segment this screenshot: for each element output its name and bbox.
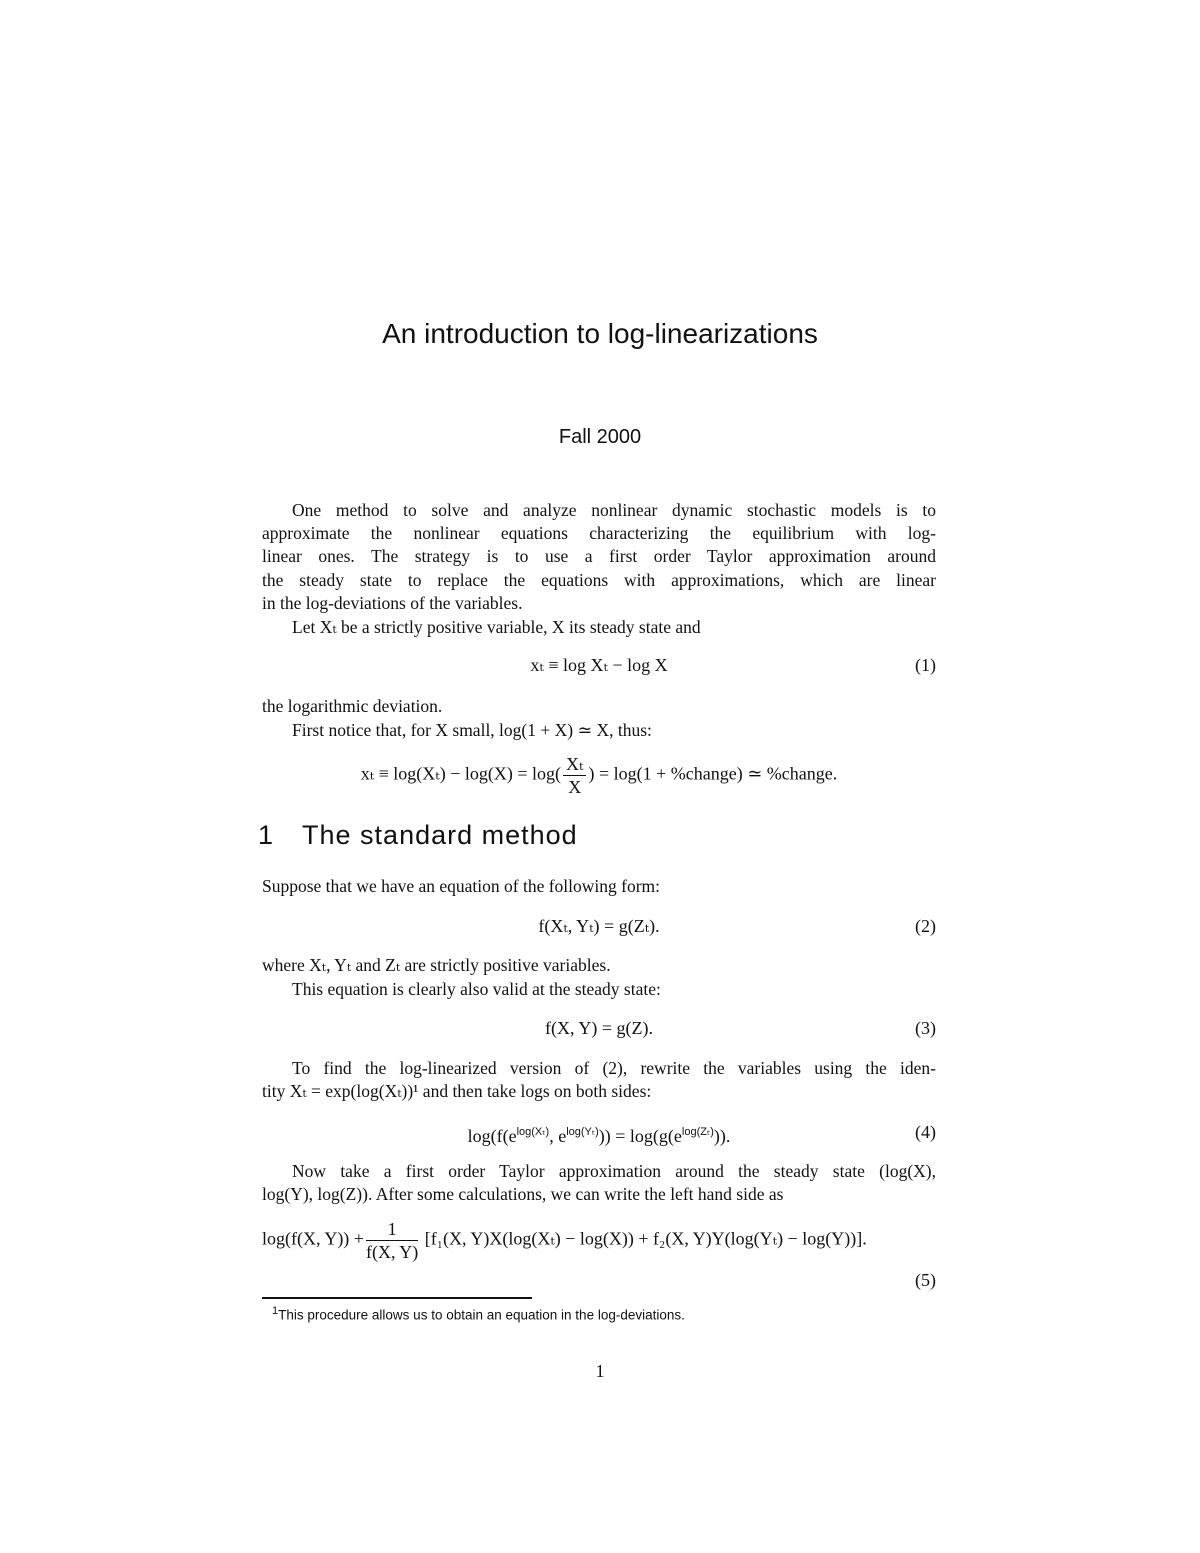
denominator: X bbox=[568, 777, 582, 797]
equation-percent-change bbox=[262, 753, 936, 798]
text-line: the logarithmic deviation. bbox=[262, 696, 443, 716]
intro-line: the steady state to replace the equations with approximations, which are linear bbox=[262, 570, 936, 590]
fraction bbox=[563, 753, 586, 798]
eq-sup: log(Zₜ) bbox=[681, 1126, 714, 1138]
equation-5 bbox=[262, 1218, 867, 1263]
paper-title: An introduction to log-linearizations bbox=[382, 318, 818, 349]
text-line: First notice that, for X small, log(1 + X) ≃ X, thus: bbox=[292, 720, 652, 740]
equation-1: xₜ ≡ log Xₜ − log X bbox=[530, 655, 668, 675]
eq-part: , e bbox=[549, 1126, 567, 1146]
text-line: tity Xₜ = exp(log(Xₜ))¹ and then take logs on both sides: bbox=[262, 1081, 652, 1101]
intro-line: approximate the nonlinear equations characterizing the equilibrium with log- bbox=[262, 523, 936, 543]
equation-number: (3) bbox=[915, 1018, 936, 1038]
text-line: Now take a first order Taylor approximation around the steady state (log(X), bbox=[292, 1161, 936, 1181]
eq-part: )) = log(g(e bbox=[598, 1126, 682, 1146]
text-line: Suppose that we have an equation of the following form: bbox=[262, 876, 661, 896]
eq-part: log(f(e bbox=[467, 1126, 517, 1146]
text-line: where Xₜ, Yₜ and Zₜ are strictly positive variables. bbox=[262, 955, 611, 975]
fraction bbox=[366, 1218, 418, 1263]
section-title: The standard method bbox=[302, 820, 578, 850]
equation-2: f(Xₜ, Yₜ) = g(Zₜ). bbox=[538, 916, 660, 936]
numerator: Xₜ bbox=[563, 753, 586, 776]
intro-line: One method to solve and analyze nonlinear dynamic stochastic models is to bbox=[292, 500, 936, 520]
equation-number: (4) bbox=[915, 1122, 936, 1142]
equation-number: (1) bbox=[915, 655, 936, 675]
intro-line: in the log-deviations of the variables. bbox=[262, 593, 523, 613]
eq-part: xₜ ≡ log(Xₜ) − log(X) = log( bbox=[360, 763, 562, 784]
text-line: To find the log-linearized version of (2), rewrite the variables using the iden- bbox=[292, 1058, 936, 1078]
let-line: Let Xₜ be a strictly positive variable, X its steady state and bbox=[292, 617, 701, 637]
footnote-text: This procedure allows us to obtain an equation in the log-deviations. bbox=[278, 1307, 685, 1323]
text-line: log(Y), log(Z)). After some calculations, we can write the left hand side as bbox=[262, 1184, 784, 1204]
eq-part: )). bbox=[713, 1126, 731, 1146]
section-number: 1 bbox=[258, 820, 275, 850]
equation-number: (5) bbox=[915, 1270, 936, 1290]
eq-part: log(f(X, Y)) + bbox=[262, 1228, 364, 1249]
paper-date: Fall 2000 bbox=[558, 426, 642, 448]
equation-3: f(X, Y) = g(Z). bbox=[545, 1018, 653, 1038]
equation-4 bbox=[262, 1120, 936, 1148]
footnote bbox=[272, 1305, 685, 1323]
denominator: f(X, Y) bbox=[365, 1242, 419, 1262]
eq-part: [f₁(X, Y)X(log(Xₜ) − log(X)) + f₂(X, Y)Y(log(Yₜ) − log(Y))]. bbox=[424, 1228, 867, 1249]
footnote-rule bbox=[262, 1297, 532, 1299]
eq-sup: log(Xₜ) bbox=[516, 1126, 550, 1138]
section-heading bbox=[258, 820, 578, 851]
intro-line: linear ones. The strategy is to use a first order Taylor approximation around bbox=[262, 546, 936, 566]
eq-sup: log(Yₜ) bbox=[566, 1126, 599, 1138]
page-number: 1 bbox=[595, 1361, 605, 1381]
eq-part: ) = log(1 + %change) ≃ %change. bbox=[588, 763, 838, 784]
numerator: 1 bbox=[366, 1218, 418, 1241]
text-line: This equation is clearly also valid at the steady state: bbox=[292, 979, 661, 999]
footnote-mark: 1 bbox=[272, 1305, 279, 1317]
equation-number: (2) bbox=[915, 916, 936, 936]
